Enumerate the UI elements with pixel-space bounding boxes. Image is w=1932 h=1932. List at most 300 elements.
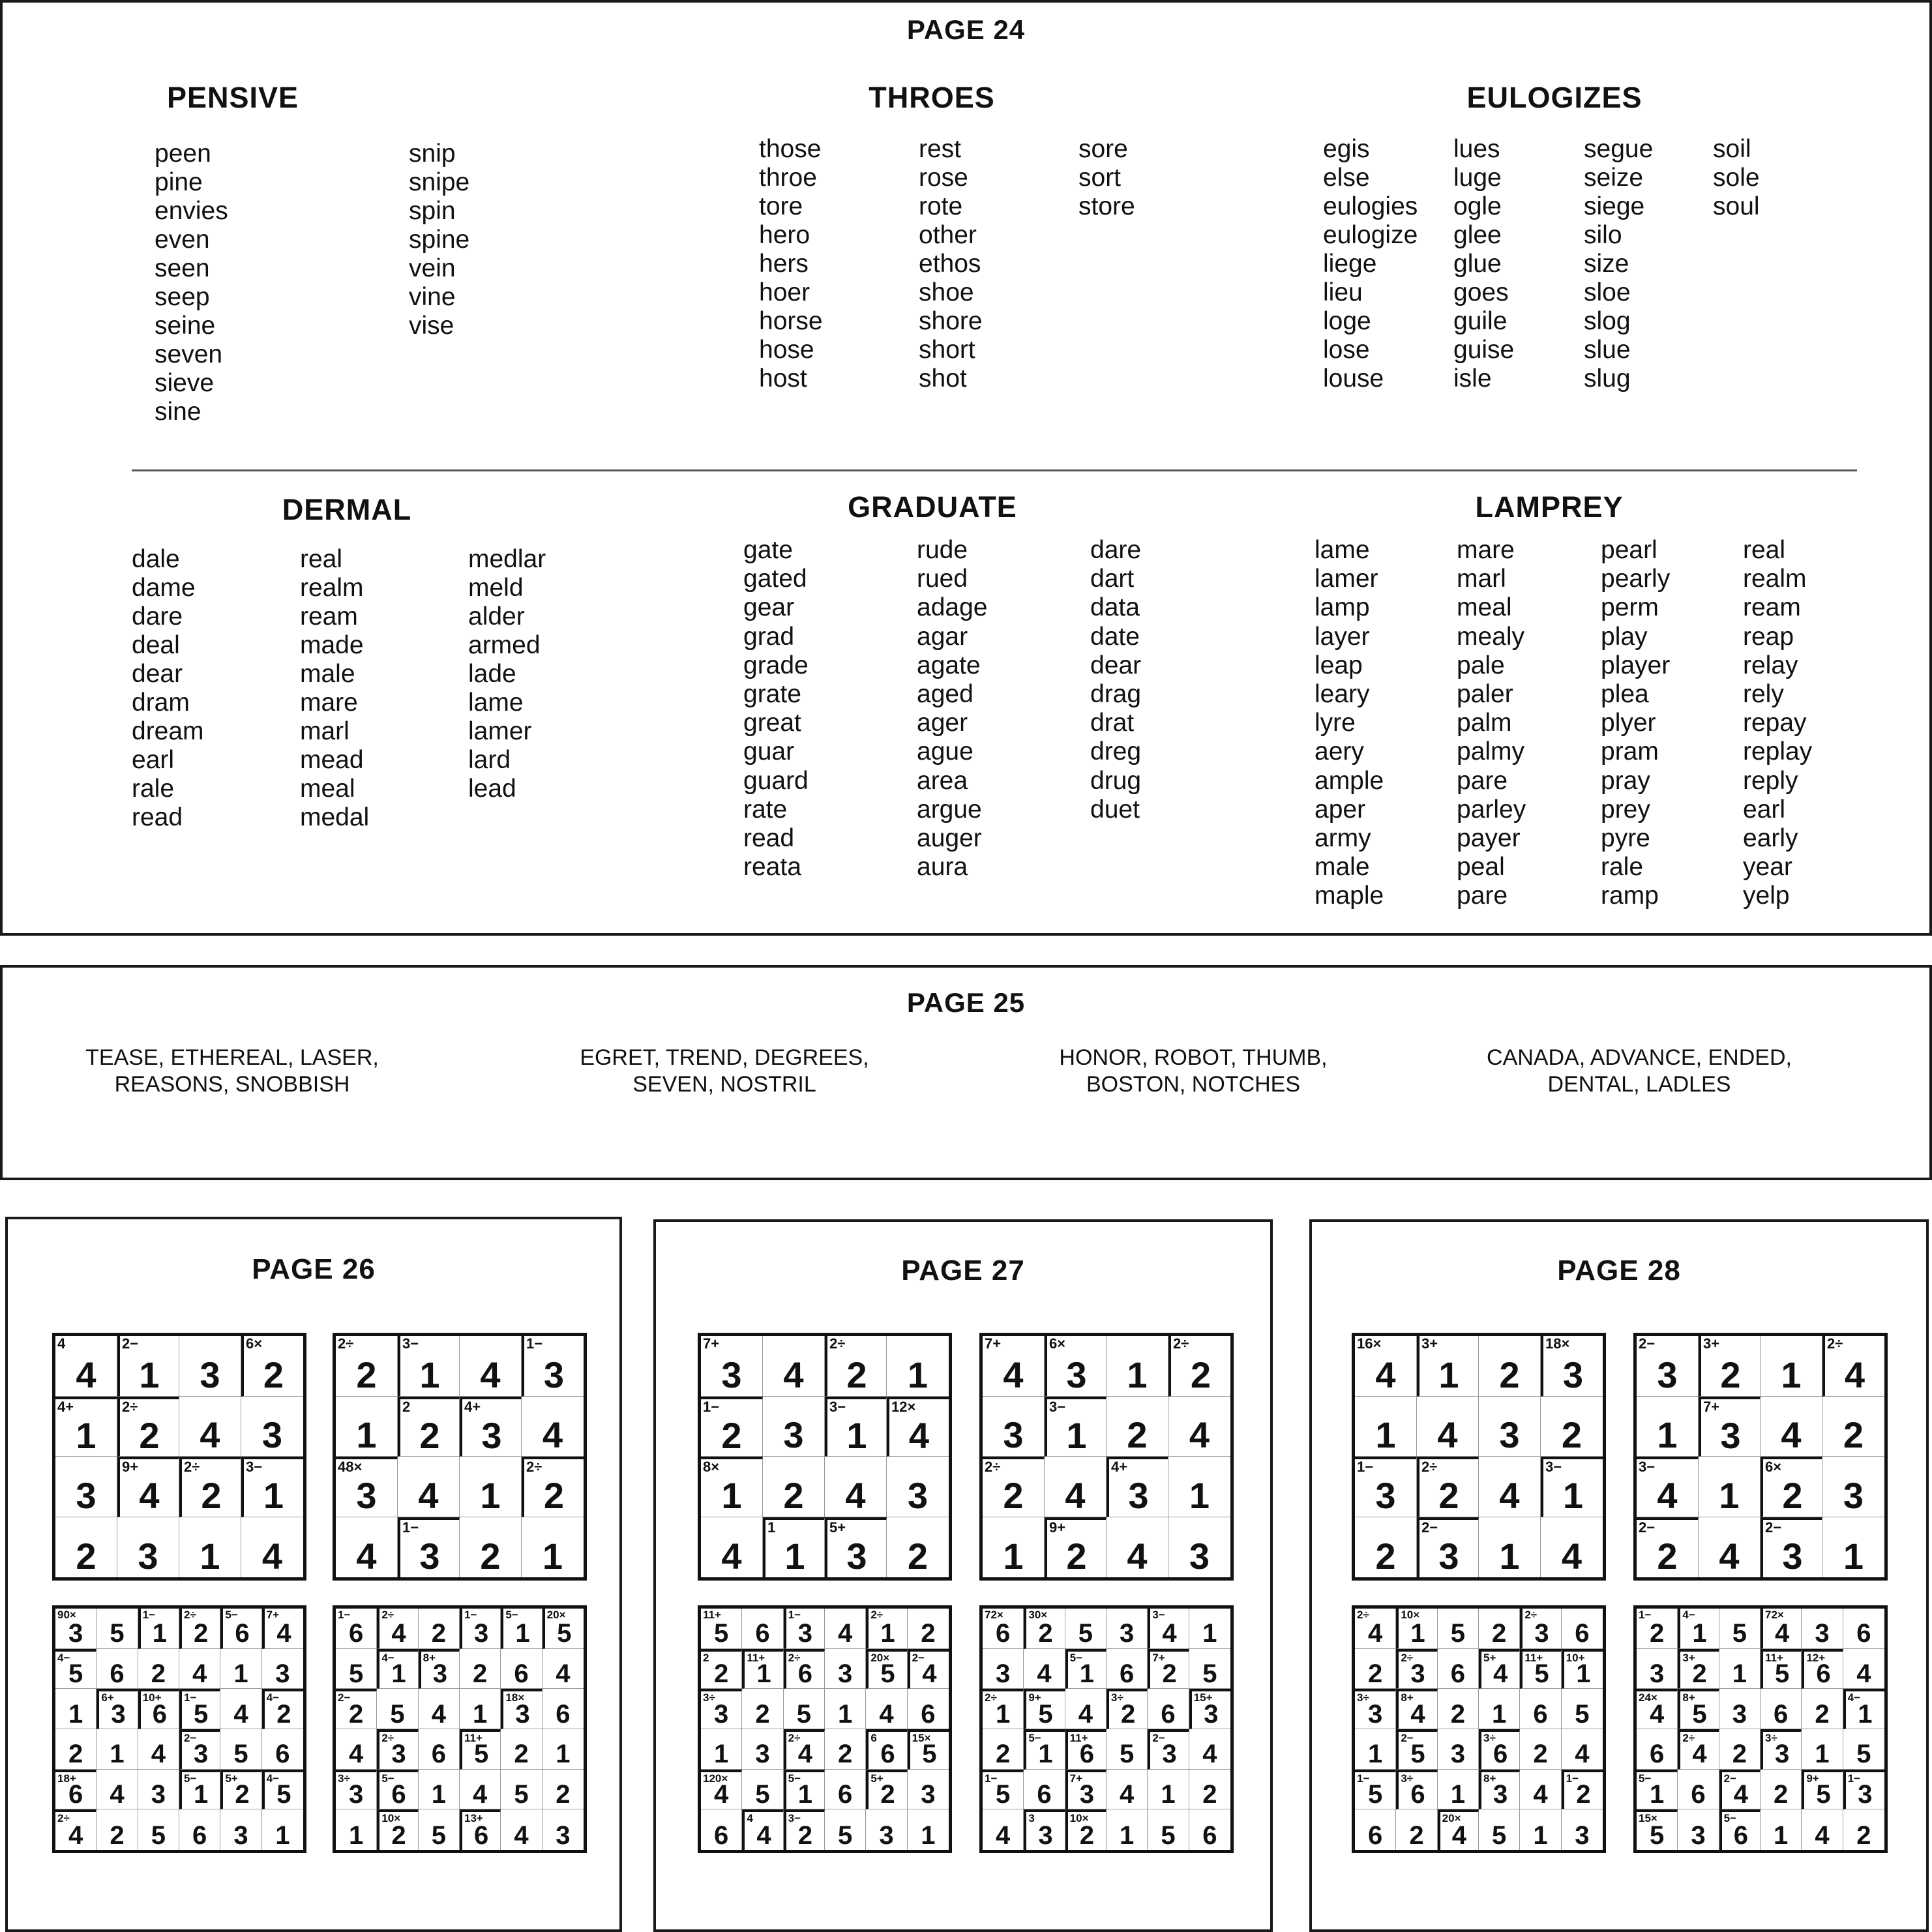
word-item: lamp [1315,593,1370,622]
grid-cell [1637,1397,1699,1457]
word-column [1457,536,1601,911]
grid-cell [1761,1689,1802,1729]
word-item: guar [743,737,795,766]
page-27-puzzle-3 [698,1605,952,1853]
cage-clue: 1− [338,1609,351,1621]
word-item: player [1601,651,1671,679]
cell-value: 2 [1499,1354,1520,1395]
cage-clue: 2÷ [57,1812,70,1825]
section-divider [132,469,1857,471]
word-item: drat [1090,709,1135,737]
grid-cell [825,1517,887,1578]
cell-value: 2 [1162,1659,1177,1689]
cell-value: 4 [139,1475,160,1516]
cell-value: 3 [1410,1659,1425,1689]
grid-cell [1396,1649,1437,1689]
word-item: lues [1453,135,1500,163]
word-item: gated [743,565,807,593]
cell-value: 2 [1650,1619,1665,1648]
cell-value: 2 [1492,1619,1507,1648]
grid-cell [1065,1809,1107,1850]
cell-value: 3 [1691,1821,1706,1850]
word-item: mare [300,689,358,717]
grid-cell [1107,1809,1148,1850]
cell-value: 6 [1410,1780,1425,1809]
page-28-puzzle-1 [1352,1333,1606,1581]
grid-cell [460,1809,501,1850]
word-column [132,545,300,832]
grid-cell [742,1649,783,1689]
word-item: dreg [1090,737,1142,766]
cage-clue: 3− [829,1398,846,1415]
cell-value: 6 [1368,1821,1383,1850]
page-28-puzzle-3 [1352,1605,1606,1853]
cell-value: 2 [1576,1780,1591,1809]
grid-cell [377,1770,418,1810]
grid-cell [542,1809,584,1850]
grid-cell [1637,1457,1699,1517]
cage-clue: 2− [122,1335,139,1352]
word-item: read [132,803,183,831]
word-column [919,135,1078,393]
word-item: dale [132,545,180,573]
cage-clue: 3÷ [703,1691,715,1704]
word-column [1453,135,1584,393]
grid-cell [983,1336,1045,1397]
grid-cell [866,1649,907,1689]
grid-cell [1438,1770,1479,1810]
word-item: sort [1078,164,1122,192]
cell-value: 1 [846,1414,867,1456]
word-item: male [300,660,355,688]
grid-cell [1822,1517,1884,1578]
cage-clue: 1− [1639,1609,1652,1621]
grid-cell [179,1770,220,1810]
cell-value: 3 [515,1699,530,1729]
grid-cell [336,1457,398,1517]
grid-cell [825,1689,866,1729]
cage-clue: 2÷ [1173,1335,1189,1352]
grid-cell [501,1649,542,1689]
grid-cell [220,1649,261,1689]
word-item: ogle [1453,192,1502,220]
cell-value: 1 [356,1414,377,1456]
word-column [1323,135,1453,393]
cage-clue: 1− [1357,1459,1374,1475]
cage-clue: 5+ [870,1772,884,1785]
cage-clue: 2÷ [184,1459,200,1475]
cell-value: 5 [796,1699,811,1729]
word-item: yelp [1743,882,1790,910]
cell-value: 1 [1650,1780,1665,1809]
cell-value: 1 [1450,1779,1465,1809]
grid-cell [825,1609,866,1649]
grid-cell [1417,1517,1479,1578]
page-25-panel [0,965,1932,1180]
word-item: sole [1713,164,1760,192]
cell-value: 5 [110,1619,125,1648]
cell-value: 5 [1410,1740,1425,1769]
cell-value: 1 [1576,1659,1591,1689]
grid-cell [1355,1649,1396,1689]
grid-cell [262,1689,303,1729]
cage-clue: 3− [1049,1398,1066,1415]
cage-clue: 2÷ [381,1732,394,1744]
grid-cell [1355,1336,1417,1397]
word-item: paler [1457,680,1513,709]
grid-cell [1479,1689,1520,1729]
cell-value: 1 [515,1619,530,1648]
word-item: lieu [1323,278,1363,306]
word-item: sieve [155,369,215,397]
word-item: lose [1323,336,1370,364]
cell-value: 4 [200,1414,220,1456]
grid-cell [1843,1609,1884,1649]
grid-cell [1355,1689,1396,1729]
cage-clue: 15+ [1193,1691,1213,1704]
cage-clue: 6× [246,1335,263,1352]
grid-cell [701,1336,763,1397]
cell-value: 4 [1856,1659,1871,1688]
grid-cell [1761,1729,1802,1770]
word-item: lamer [468,717,532,745]
cage-clue: 72× [985,1609,1003,1621]
grid-cell [1678,1729,1719,1770]
word-section-eulogizes [1323,81,1864,433]
grid-cell [398,1517,460,1578]
cage-clue: 2− [1401,1732,1414,1744]
cell-value: 5 [151,1821,166,1850]
word-columns [132,545,636,832]
cell-value: 2 [431,1619,446,1648]
cell-value: 4 [514,1821,529,1850]
grid-cell [1637,1517,1699,1578]
cell-value: 4 [261,1536,283,1577]
cage-clue: 3− [402,1335,419,1352]
grid-cell [1438,1609,1479,1649]
cell-value: 3 [151,1779,166,1809]
grid-cell [1699,1457,1761,1517]
grid-cell [1438,1729,1479,1770]
grid-cell [1065,1609,1107,1649]
cell-value: 1 [263,1475,284,1516]
word-item: leap [1315,651,1363,679]
grid-cell [1802,1770,1843,1810]
cell-value: 3 [356,1475,377,1516]
word-item: ream [1743,593,1801,622]
grid-cell [763,1457,825,1517]
cell-value: 6 [838,1779,853,1809]
grid-cell [336,1609,377,1649]
cell-value: 5 [1775,1659,1790,1689]
cell-value: 4 [1719,1536,1740,1577]
cell-value: 5 [838,1821,853,1850]
grid-cell [117,1517,179,1578]
word-item: drug [1090,766,1142,795]
word-item: siege [1584,192,1645,220]
cell-value: 4 [1410,1699,1425,1729]
cell-value: 3 [846,1536,867,1577]
cell-value: 1 [1692,1619,1707,1648]
cell-value: 1 [76,1414,97,1456]
cage-clue: 4− [1847,1691,1861,1704]
word-item: ager [917,709,968,737]
word-item: seep [155,283,210,311]
grid-cell [1520,1770,1561,1810]
grid-cell [1355,1457,1417,1517]
word-column [1078,135,1238,393]
grid-cell [138,1609,179,1649]
word-item: layer [1315,622,1370,651]
grid-cell [1107,1336,1168,1397]
cell-value: 3 [349,1780,364,1809]
grid-cell [1843,1649,1884,1689]
cell-value: 4 [714,1780,729,1809]
cell-value: 4 [1575,1740,1590,1769]
cell-value: 5 [390,1699,405,1729]
grid-cell [1541,1457,1603,1517]
cell-value: 2 [1409,1821,1424,1850]
cage-clue: 1− [1566,1772,1579,1785]
answer-group-4 [1457,1045,1822,1098]
cage-clue: 90× [57,1609,76,1621]
grid-cell [908,1649,949,1689]
cell-value: 3 [1003,1414,1024,1456]
word-item: replay [1743,737,1813,766]
cage-clue: 11+ [703,1609,721,1621]
cage-clue: 15× [912,1732,931,1744]
grid-cell [742,1729,783,1770]
cell-value: 5 [1161,1821,1176,1850]
word-item: size [1584,250,1629,278]
cage-clue: 2÷ [526,1459,542,1475]
word-item: hose [759,336,814,364]
cell-value: 1 [1774,1821,1789,1850]
cell-value: 6 [1533,1699,1548,1729]
word-item: sine [155,398,201,426]
grid-cell [501,1770,542,1810]
word-item: peen [155,140,211,168]
cage-clue: 9+ [1028,1691,1041,1704]
word-item: ethos [919,250,981,278]
grid-cell [1761,1336,1822,1397]
grid-cell [1822,1397,1884,1457]
grid-cell [377,1809,418,1850]
cell-value: 3 [755,1740,770,1769]
cell-value: 4 [838,1619,853,1648]
cell-value: 2 [1368,1659,1383,1688]
word-item: meld [468,574,524,602]
word-item: louse [1323,364,1384,393]
cell-value: 3 [1368,1699,1383,1729]
cell-value: 5 [1650,1821,1665,1850]
cell-value: 5 [1078,1619,1093,1648]
grid-cell [336,1809,377,1850]
grid-cell [866,1770,907,1810]
grid-cell [460,1457,522,1517]
grid-cell [887,1517,949,1578]
cell-value: 4 [1127,1536,1148,1577]
cell-value: 1 [1719,1474,1740,1516]
grid-cell [1148,1770,1189,1810]
grid-cell [1761,1809,1802,1850]
grid-cell [336,1517,398,1578]
cage-clue: 3÷ [1764,1732,1777,1744]
word-item: gear [743,593,795,622]
cell-value: 4 [542,1414,563,1456]
grid-cell [241,1457,303,1517]
page-27-puzzle-4 [979,1605,1234,1853]
word-item: slug [1584,364,1631,393]
grid-cell [377,1729,418,1770]
grid-cell [55,1689,97,1729]
word-item: mare [1457,536,1515,564]
word-item: dram [132,689,190,717]
cage-clue: 13+ [464,1812,483,1825]
cell-value: 1 [473,1699,488,1729]
grid-cell [1802,1809,1843,1850]
word-section-pensive [155,81,637,433]
cell-value: 1 [1499,1536,1520,1577]
word-item: date [1090,622,1140,651]
page-26-puzzle-1 [52,1333,306,1581]
cage-clue: 5− [1723,1812,1737,1825]
cell-value: 1 [1079,1659,1094,1689]
word-item: great [743,709,801,737]
word-item: soil [1713,135,1751,163]
grid-cell [742,1609,783,1649]
grid-cell [460,1336,522,1397]
grid-cell [1637,1336,1699,1397]
word-item: slue [1584,336,1631,364]
cell-value: 6 [1691,1779,1706,1809]
cage-clue: 5+ [829,1519,846,1536]
page-26-puzzle-3 [52,1605,306,1853]
grid-cell [825,1336,887,1397]
cage-clue: 3− [1545,1459,1562,1475]
cage-clue: 18+ [57,1772,76,1785]
cage-clue: 5− [1639,1772,1652,1785]
word-item: rued [917,565,968,593]
cell-value: 6 [1037,1779,1052,1809]
word-item: guile [1453,307,1508,335]
cage-clue: 18× [505,1691,525,1704]
cell-value: 6 [880,1740,895,1769]
word-item: early [1743,824,1798,853]
cell-value: 2 [907,1536,929,1577]
cell-value: 4 [783,1354,804,1395]
cell-value: 3 [1562,1354,1584,1395]
grid-cell [1761,1397,1822,1457]
word-item: lade [468,660,516,688]
grid-cell [1396,1770,1437,1810]
grid-cell [1438,1689,1479,1729]
cell-value: 4 [908,1414,930,1456]
cell-value: 6 [514,1659,529,1688]
grid-cell [262,1729,303,1770]
word-item: pine [155,168,203,196]
cell-value: 4 [922,1659,937,1689]
grid-cell [1719,1809,1761,1850]
word-item: dare [132,602,183,631]
grid-cell [1699,1336,1761,1397]
word-column [155,140,409,426]
cage-clue: 20× [870,1651,890,1664]
cell-value: 4 [721,1536,742,1577]
cell-value: 4 [418,1474,439,1516]
cell-value: 4 [1844,1354,1865,1395]
answer-line: CANADA, ADVANCE, ENDED, [1487,1045,1792,1070]
word-item: short [919,336,975,364]
cage-clue: 7+ [266,1609,280,1621]
grid-cell [1637,1809,1678,1850]
word-item: gate [743,536,793,564]
grid-cell [522,1517,584,1578]
grid-cell [1802,1649,1843,1689]
grid-cell [742,1770,783,1810]
grid-cell [179,1689,220,1729]
grid-cell [55,1397,117,1457]
cell-value: 2 [76,1536,97,1577]
grid-cell [1699,1517,1761,1578]
answer-line: EGRET, TREND, DEGREES, [580,1045,869,1070]
cell-value: 1 [480,1474,501,1516]
cage-clue: 1− [464,1609,477,1621]
cell-value: 1 [556,1740,571,1769]
word-columns [743,536,1264,882]
cage-clue: 2− [1421,1519,1438,1536]
word-item: agate [917,651,981,679]
cell-value: 3 [474,1619,489,1648]
word-item: spin [409,197,456,225]
cell-value: 6 [1816,1659,1831,1689]
word-item: else [1323,164,1370,192]
answer-group-1 [50,1045,415,1098]
grid-cell [1761,1649,1802,1689]
word-item: drag [1090,680,1142,709]
cell-value: 2 [480,1536,501,1577]
cage-clue: 24× [1639,1691,1657,1704]
grid-cell [1355,1770,1396,1810]
grid-cell [117,1336,179,1397]
cage-clue: 11+ [747,1651,765,1664]
cage-clue: 2− [912,1651,925,1664]
word-item: dear [132,660,183,688]
cell-value: 1 [1066,1414,1087,1456]
word-item: maple [1315,882,1384,910]
cell-value: 2 [263,1354,284,1395]
grid-cell [701,1729,742,1770]
grid-cell [701,1689,742,1729]
word-item: year [1743,853,1792,882]
cell-value: 5 [1856,1740,1871,1769]
word-column [1713,135,1830,393]
cell-value: 3 [1450,1740,1465,1769]
cell-value: 4 [391,1619,406,1648]
grid-cell [55,1336,117,1397]
word-item: sore [1078,135,1128,163]
word-item: rest [919,135,962,163]
grid-cell [908,1809,949,1850]
grid-cell [97,1689,138,1729]
cell-value: 2 [921,1619,936,1648]
cell-value: 1 [1492,1699,1507,1729]
cell-value: 6 [1450,1659,1465,1688]
cell-value: 3 [481,1414,502,1456]
cell-value: 4 [1499,1474,1520,1516]
word-item: ague [917,737,973,766]
grid-cell [179,1609,220,1649]
